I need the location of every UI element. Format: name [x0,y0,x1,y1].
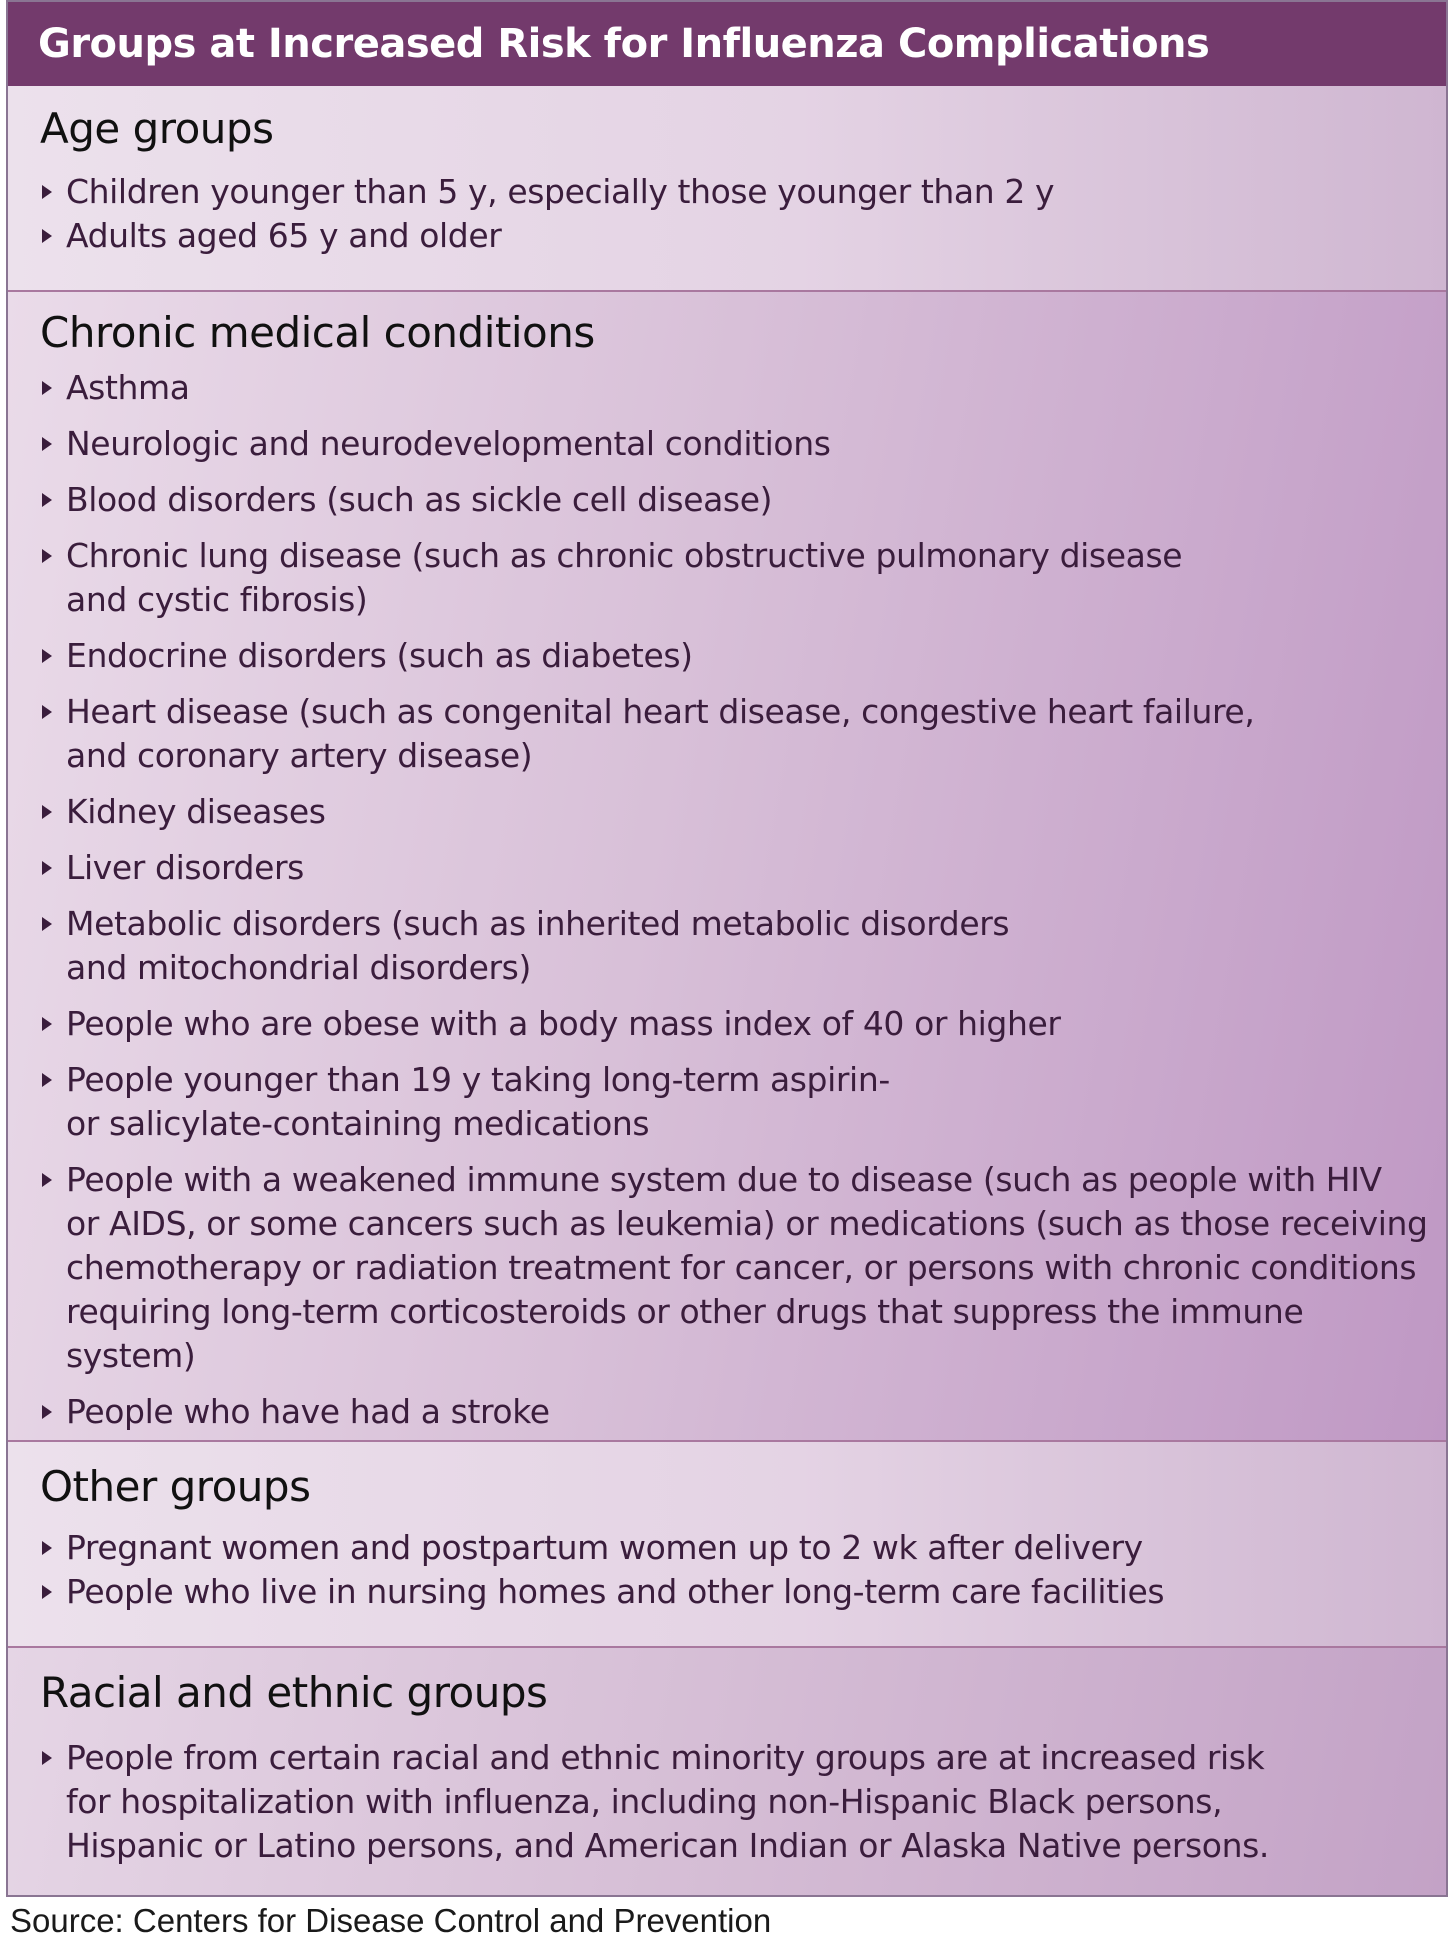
list-item-text: Children younger than 5 y, especially those younger than 2 y [66,172,1055,211]
bullet-triangle-icon [42,1751,52,1765]
list-item-text: People who have had a stroke [66,1392,550,1431]
list-item [40,1058,1438,1146]
bullet-triangle-icon [42,1541,52,1555]
list-item-text: Adults aged 65 y and older [66,216,502,255]
risk-groups-table [6,0,1448,1897]
section-chronic-conditions [8,292,1446,1442]
list-item [40,1002,1438,1046]
list-item [40,1736,1438,1868]
list-item-text: Asthma [66,368,190,407]
list-item-text: Metabolic disorders (such as inherited metabolic disorders and mitochondrial disorders) [66,904,1010,987]
section-title-other-groups: Other groups [40,1462,311,1511]
list-item [40,478,1438,522]
section-title-chronic-conditions: Chronic medical conditions [40,308,595,357]
list-item-text: Blood disorders (such as sickle cell disease) [66,480,773,519]
list-item [40,902,1438,990]
bullet-triangle-icon [42,229,52,243]
section-title-age-groups: Age groups [40,104,274,153]
list-item [40,1158,1438,1378]
list-item-text: People who are obese with a body mass index of 40 or higher [66,1004,1061,1043]
bullet-triangle-icon [42,1405,52,1419]
list-item-text: Pregnant women and postpartum women up to 2 wk after delivery [66,1528,1143,1567]
bullet-triangle-icon [42,549,52,563]
bullet-triangle-icon [42,805,52,819]
list-item-text: Endocrine disorders (such as diabetes) [66,636,693,675]
section-title-racial-ethnic-groups: Racial and ethnic groups [40,1668,548,1717]
list-item-text: People from certain racial and ethnic minority groups are at increased risk for hospitalization with influenza, including non-Hispanic Black persons, Hispanic or Latino persons, and American Indian or Alaska Native persons. [66,1738,1269,1865]
list-item [40,422,1438,466]
table-title: Groups at Increased Risk for Influenza Complications [8,2,1446,86]
list-item [40,846,1438,890]
list-item [40,1390,1438,1434]
list-item [40,790,1438,834]
list-item [40,170,1438,214]
list-item-text: Neurologic and neurodevelopmental conditions [66,424,831,463]
bullet-triangle-icon [42,649,52,663]
bullet-triangle-icon [42,1585,52,1599]
list-item [40,366,1438,410]
list-item [40,1526,1438,1570]
list-item-text: People younger than 19 y taking long-term aspirin- or salicylate-containing medications [66,1060,890,1143]
bullet-triangle-icon [42,1017,52,1031]
list-item [40,690,1438,778]
bullet-triangle-icon [42,381,52,395]
source-note: Source: Centers for Disease Control and Prevention [10,1902,772,1939]
list-item [40,214,1438,258]
list-item [40,1570,1438,1614]
chronic-conditions-list [40,366,1438,1434]
section-racial-ethnic-groups [8,1648,1446,1897]
list-item-text: People who live in nursing homes and other long-term care facilities [66,1572,1165,1611]
bullet-triangle-icon [42,1173,52,1187]
other-groups-list [40,1526,1438,1614]
list-item-text: Chronic lung disease (such as chronic obstructive pulmonary disease and cystic fibrosis) [66,536,1183,619]
bullet-triangle-icon [42,1073,52,1087]
bullet-triangle-icon [42,437,52,451]
racial-ethnic-groups-list [40,1736,1438,1868]
bullet-triangle-icon [42,185,52,199]
list-item-text: Kidney diseases [66,792,326,831]
section-other-groups [8,1442,1446,1648]
section-age-groups [8,86,1446,292]
list-item-text: Heart disease (such as congenital heart disease, congestive heart failure, and coronary artery disease) [66,692,1255,775]
bullet-triangle-icon [42,861,52,875]
list-item [40,634,1438,678]
bullet-triangle-icon [42,705,52,719]
list-item [40,534,1438,622]
age-groups-list [40,170,1438,258]
bullet-triangle-icon [42,917,52,931]
list-item-text: People with a weakened immune system due to disease (such as people with HIV or AIDS, or some cancers such as leukemia) or medications (such as those receiving chemotherapy or radiation treatment for cancer, or persons with chronic conditions requiring long-term corticosteroids or other drugs that suppress the immune system) [66,1160,1428,1375]
list-item-text: Liver disorders [66,848,304,887]
bullet-triangle-icon [42,493,52,507]
